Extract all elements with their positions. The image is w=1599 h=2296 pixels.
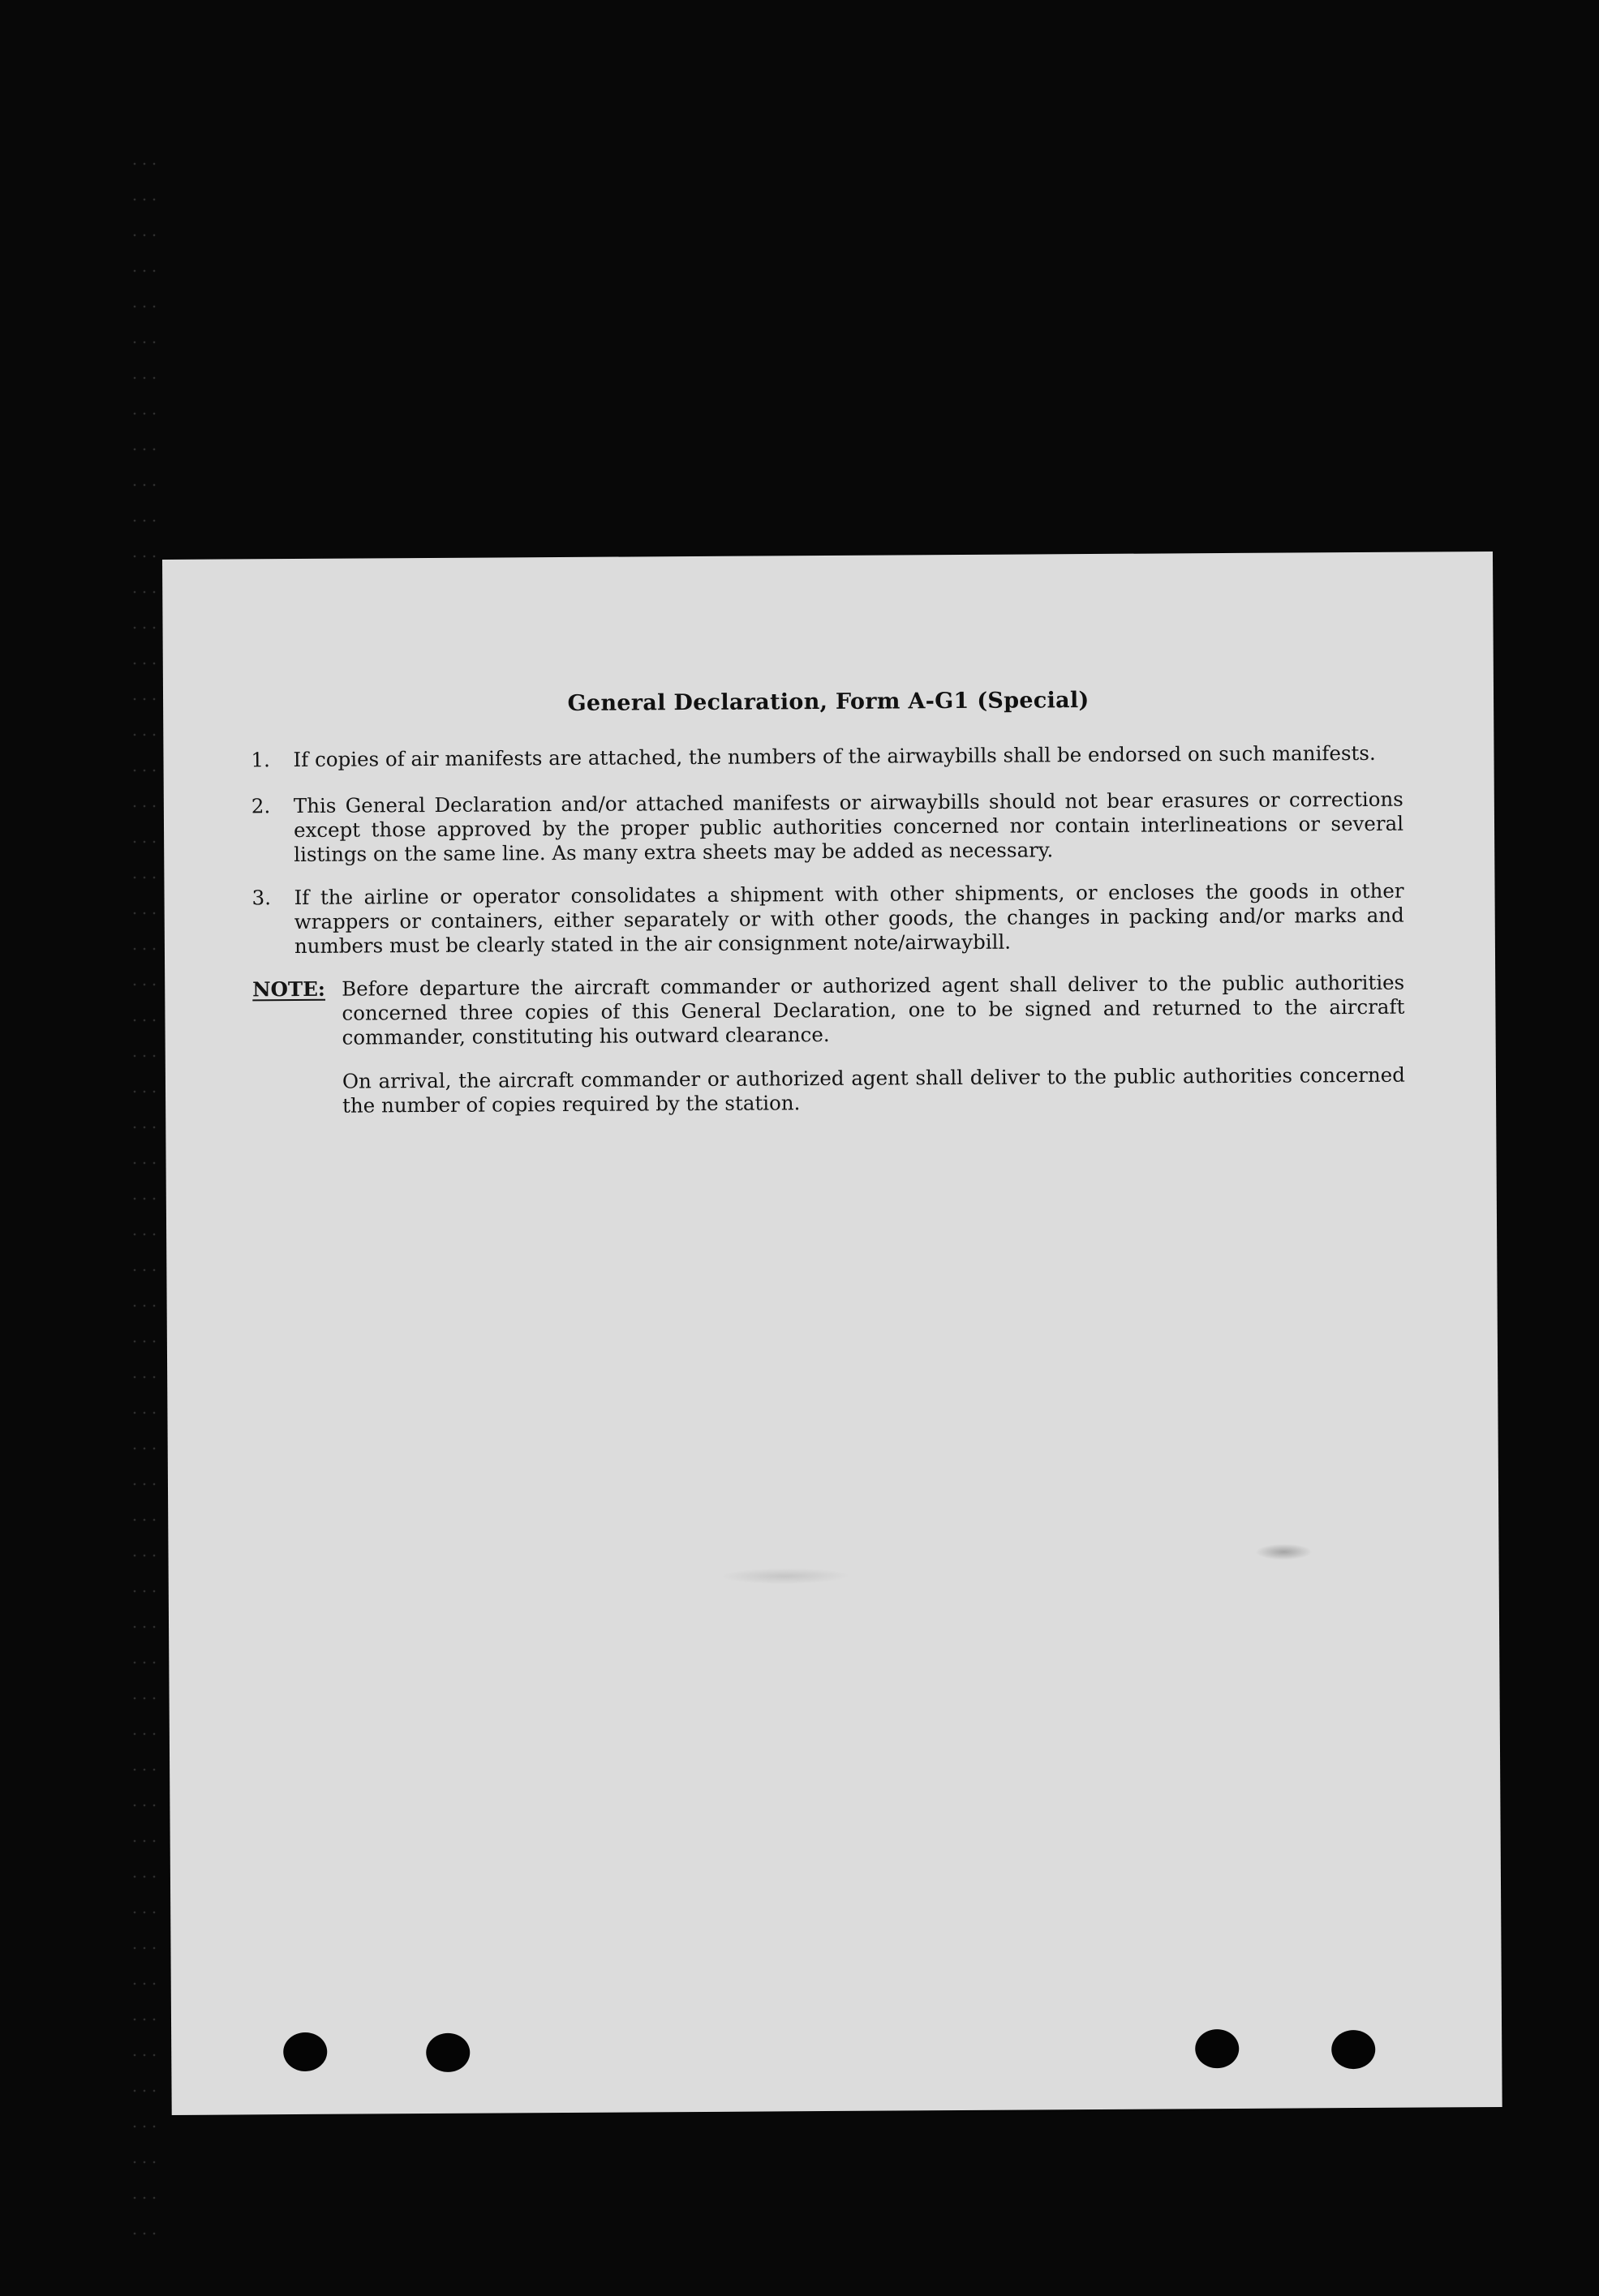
instruction-item	[251, 788, 1404, 868]
punch-hole	[1331, 2030, 1375, 2069]
item-text: If copies of air manifests are attached, the numbers of the airwaybills shall be endorsed on such manifests.	[293, 740, 1376, 772]
note-arrival-text: On arrival, the aircraft commander or authorized agent shall deliver to the public authorities concerned the number of copies required by the station.	[342, 1062, 1405, 1118]
instruction-item	[251, 879, 1404, 959]
note-block	[252, 971, 1405, 1051]
item-number: 1.	[251, 748, 270, 772]
note-label: NOTE:	[252, 976, 326, 1002]
ink-smudge	[1255, 1543, 1312, 1560]
ink-smudge	[720, 1568, 850, 1585]
item-number: 2.	[251, 794, 271, 818]
document-title: General Declaration, Form A-G1 (Special)	[567, 688, 1090, 716]
note-text: Before departure the aircraft commander or authorized agent shall deliver to the public authorities concerned three copies of this General Declaration, one to be signed and returned to the aircraft commander, constituting his outward clearance.	[342, 970, 1405, 1049]
item-text: This General Declaration and/or attached manifests or airwaybills should not bear erasures or corrections except those approved by the proper public authorities concerned nor contain interlineations or several listings on the same line. As many extra sheets may be added as necessary.	[293, 787, 1404, 867]
document-page	[162, 551, 1502, 2115]
instruction-item	[251, 741, 1403, 773]
item-text: If the airline or operator consolidates a shipment with other shipments, or encloses the goods in other wrappers or containers, either separately or with other goods, the changes in packing and/or marks and numbers must be clearly stated in the air consignment note/airwaybill.	[294, 878, 1404, 959]
punch-hole	[1195, 2029, 1239, 2068]
item-number: 3.	[251, 886, 272, 910]
punch-hole	[426, 2033, 470, 2072]
punch-hole	[283, 2032, 327, 2071]
scan-edge-specks	[130, 146, 162, 2255]
